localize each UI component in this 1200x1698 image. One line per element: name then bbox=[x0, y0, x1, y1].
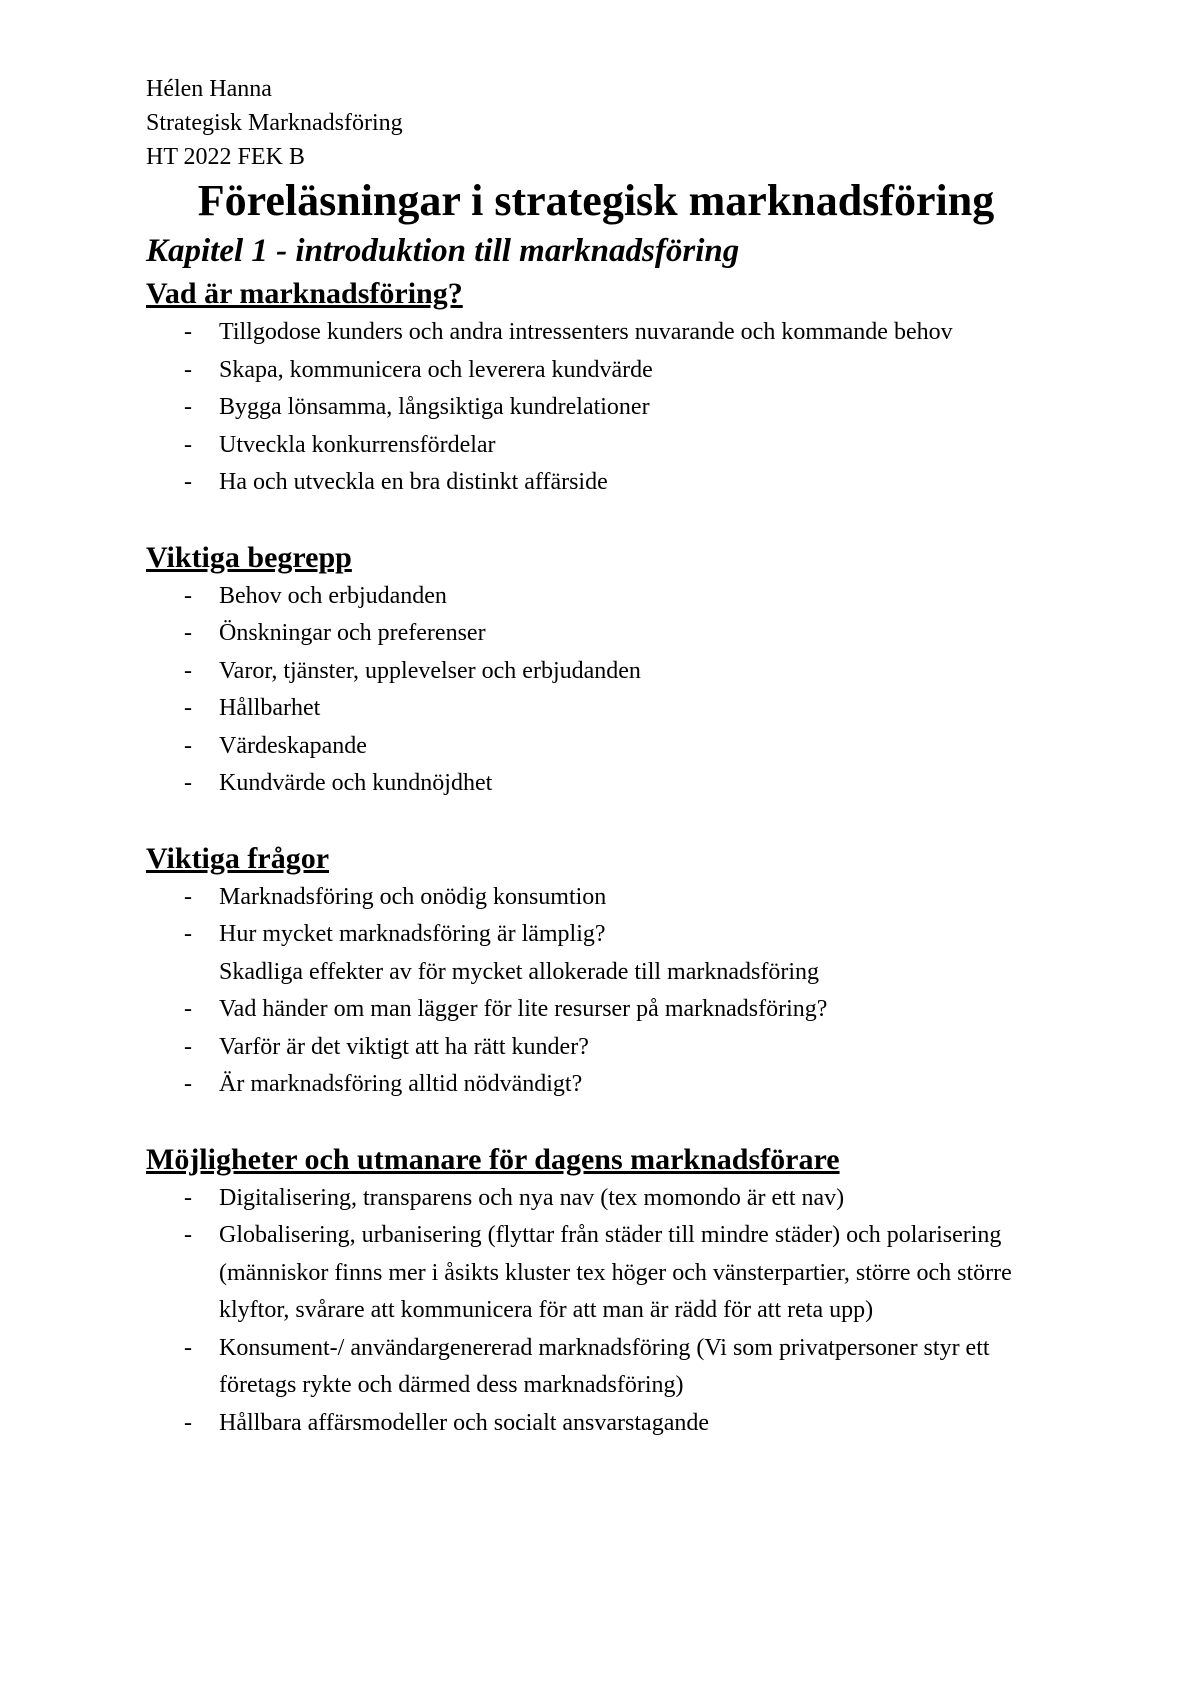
list-item: - Varor, tjänster, upplevelser och erbjudanden bbox=[146, 653, 1039, 691]
list-item: - Konsument-/ användargenererad marknadsföring (Vi som privatpersoner styr ett företags rykte och därmed dess marknadsföring) bbox=[146, 1330, 1039, 1405]
document-title: Föreläsningar i strategisk marknadsföring bbox=[197, 176, 995, 225]
bullet-list bbox=[146, 879, 1076, 1104]
section-key-questions bbox=[146, 839, 1076, 1104]
document-content bbox=[146, 72, 1076, 1442]
list-item: - Hur mycket marknadsföring är lämplig? bbox=[146, 916, 1039, 954]
list-item: - Behov och erbjudanden bbox=[146, 578, 1039, 616]
list-item: - Skapa, kommunicera och leverera kundvärde bbox=[146, 352, 1039, 390]
list-item: - Varför är det viktigt att ha rätt kunder? bbox=[146, 1029, 1039, 1067]
chapter-heading: Kapitel 1 - introduktion till marknadsföring bbox=[146, 233, 740, 269]
course-name: Strategisk Marknadsföring bbox=[146, 110, 403, 136]
list-item: - Värdeskapande bbox=[146, 728, 1039, 766]
list-item: - Vad händer om man lägger för lite resurser på marknadsföring? bbox=[146, 991, 1039, 1029]
list-item: - Globalisering, urbanisering (flyttar från städer till mindre städer) och polarisering (människor finns mer i åsikts kluster tex höger och vänsterpartier, större och större klyftor, svårare att kommunicera för att man är rädd för att reta upp) bbox=[146, 1217, 1039, 1330]
list-item: - Önskningar och preferenser bbox=[146, 615, 1039, 653]
list-item: - Hållbarhet bbox=[146, 690, 1039, 728]
list-item: - Digitalisering, transparens och nya nav (tex momondo är ett nav) bbox=[146, 1180, 1039, 1218]
section-what-is-marketing bbox=[146, 274, 1076, 502]
list-item: - Marknadsföring och onödig konsumtion bbox=[146, 879, 1039, 917]
list-item: - Tillgodose kunders och andra intressenters nuvarande och kommande behov bbox=[146, 314, 1039, 352]
list-item: - Utveckla konkurrensfördelar bbox=[146, 427, 1039, 465]
list-item: - Bygga lönsamma, långsiktiga kundrelationer bbox=[146, 389, 1039, 427]
section-heading: Möjligheter och utmanare för dagens marknadsförare bbox=[146, 1142, 840, 1176]
author-name: Hélen Hanna bbox=[146, 76, 272, 102]
bullet-list bbox=[146, 314, 1076, 502]
section-heading: Viktiga frågor bbox=[146, 841, 330, 875]
term-label: HT 2022 FEK B bbox=[146, 144, 305, 170]
list-item: - Ha och utveckla en bra distinkt affärside bbox=[146, 464, 1039, 502]
section-key-concepts bbox=[146, 538, 1076, 803]
section-opportunities-challenges bbox=[146, 1140, 1076, 1443]
list-item: - Är marknadsföring alltid nödvändigt? bbox=[146, 1066, 1039, 1104]
list-item: - Kundvärde och kundnöjdhet bbox=[146, 765, 1039, 803]
list-item-continuation: Skadliga effekter av för mycket allokerade till marknadsföring bbox=[219, 958, 819, 985]
section-heading: Viktiga begrepp bbox=[146, 540, 352, 574]
section-heading: Vad är marknadsföring? bbox=[146, 277, 463, 310]
bullet-list bbox=[146, 578, 1076, 803]
list-item: - Hållbara affärsmodeller och socialt ansvarstagande bbox=[146, 1405, 1039, 1443]
bullet-list bbox=[146, 1180, 1076, 1443]
